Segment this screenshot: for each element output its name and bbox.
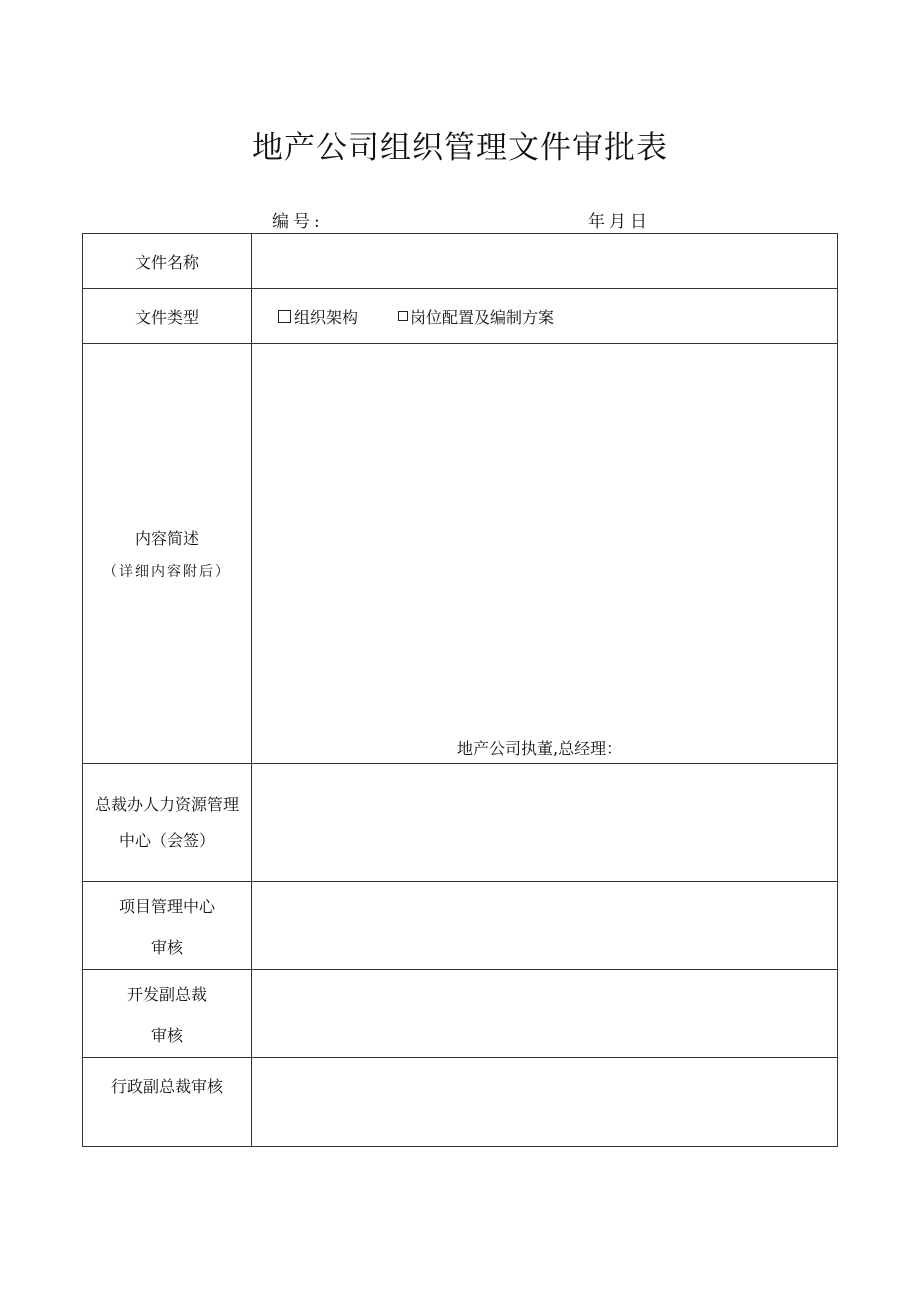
project-center-row bbox=[83, 882, 838, 970]
document-number-label: 编号: bbox=[272, 212, 324, 232]
option-staffing-plan-label: 岗位配置及编制方案 bbox=[410, 307, 555, 327]
checkbox-org-structure[interactable] bbox=[278, 310, 291, 323]
content-summary-label: 内容简述 bbox=[134, 529, 199, 548]
gm-signature-label: 地产公司执董,总经理： bbox=[457, 739, 623, 758]
project-center-label-line2: 审核 bbox=[150, 938, 183, 957]
checkbox-staffing-plan[interactable] bbox=[398, 311, 408, 321]
development-vp-label-line1: 开发副总裁 bbox=[126, 985, 207, 1004]
hr-center-label-line2: 中心（会签） bbox=[118, 830, 215, 850]
file-name-row bbox=[83, 234, 838, 289]
file-type-row bbox=[83, 289, 838, 344]
page-title: 地产公司组织管理文件审批表 bbox=[252, 130, 668, 166]
project-center-field[interactable] bbox=[252, 882, 838, 970]
development-vp-label-cell bbox=[83, 970, 252, 1058]
content-summary-field[interactable] bbox=[252, 344, 838, 764]
option-org-structure[interactable] bbox=[278, 305, 358, 328]
approval-form-table bbox=[82, 233, 838, 1147]
hr-center-row bbox=[83, 764, 838, 882]
development-vp-label-line2: 审核 bbox=[150, 1026, 183, 1045]
file-name-field[interactable] bbox=[252, 234, 838, 289]
date-label: 年月日 bbox=[588, 212, 651, 232]
content-summary-sublabel: （详细内容附后） bbox=[103, 564, 231, 580]
content-summary-label-cell bbox=[83, 344, 252, 764]
content-summary-row bbox=[83, 344, 838, 764]
file-type-option-group bbox=[252, 289, 837, 343]
hr-center-label-line1: 总裁办人力资源管理 bbox=[94, 794, 239, 814]
option-staffing-plan[interactable] bbox=[398, 305, 554, 328]
project-center-label-cell bbox=[83, 882, 252, 970]
project-center-label-line1: 项目管理中心 bbox=[118, 897, 215, 916]
admin-vp-label: 行政副总裁审核 bbox=[83, 1058, 252, 1147]
development-vp-field[interactable] bbox=[252, 970, 838, 1058]
file-type-label: 文件类型 bbox=[83, 289, 252, 344]
file-type-options bbox=[252, 289, 838, 344]
hr-center-label-cell bbox=[83, 764, 252, 882]
development-vp-row bbox=[83, 970, 838, 1058]
hr-center-field[interactable] bbox=[252, 764, 838, 882]
admin-vp-row bbox=[83, 1058, 838, 1147]
file-name-label: 文件名称 bbox=[83, 234, 252, 289]
admin-vp-field[interactable] bbox=[252, 1058, 838, 1147]
option-org-structure-label: 组织架构 bbox=[294, 307, 359, 327]
